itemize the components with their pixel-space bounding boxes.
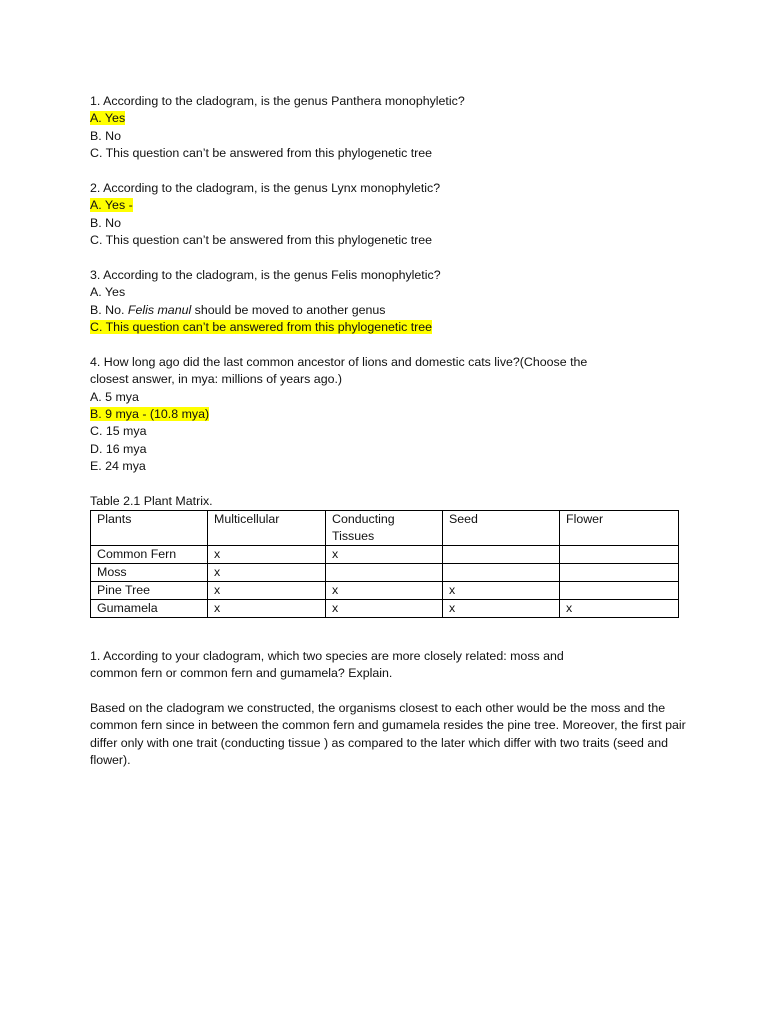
answer-option: E. 24 mya <box>90 459 146 474</box>
table-cell <box>560 546 679 564</box>
table-cell: x <box>208 600 326 618</box>
table-cell <box>443 546 560 564</box>
question-text: According to the cladogram, is the genus Panthera monophyletic? <box>103 94 465 108</box>
table-header: Flower <box>560 511 679 546</box>
answer-option-prefix: B. No. <box>90 302 128 317</box>
table-row <box>91 600 679 618</box>
table-cell: Moss <box>91 564 208 582</box>
answer-option-highlighted: B. 9 mya - (10.8 mya) <box>90 407 210 422</box>
answer-paragraph: Based on the cladogram we constructed, the organisms closest to each other would be the moss and the common fern since in between the common fern and gumamela resides the pine tree. Moreover, the first pair differ only with one trait (conducting tissue ) as compared to the later which differ with two traits (seed and flower). <box>90 700 686 768</box>
answer-option: D. 16 mya <box>90 441 147 456</box>
question-1 <box>90 93 690 163</box>
question-text: According to the cladogram, is the genus Lynx monophyletic? <box>103 180 441 195</box>
question-4 <box>90 354 690 476</box>
table-header: Seed <box>443 511 560 546</box>
answer-option: C. 15 mya <box>90 424 147 439</box>
question-number: 4. <box>90 354 101 369</box>
plant-matrix-table <box>90 510 679 618</box>
table-cell: x <box>208 564 326 582</box>
answer-option-suffix: should be moved to another genus <box>191 302 386 317</box>
question-text: 1. According to your cladogram, which two species are more closely related: moss and <box>90 648 564 663</box>
table-row <box>91 582 679 600</box>
question-4-stem <box>90 354 690 371</box>
question-text: How long ago did the last common ancestor of lions and domestic cats live?(Choose the <box>103 354 588 369</box>
species-name: Felis manul <box>127 302 192 317</box>
answer-option-highlighted: C. This question can’t be answered from this phylogenetic tree <box>90 320 433 335</box>
question-2-stem <box>90 180 690 197</box>
table-header: Plants <box>91 511 208 546</box>
answer-option: A. Yes <box>90 285 126 300</box>
table-cell: x <box>560 600 679 618</box>
answer-option: A. 5 mya <box>90 389 139 404</box>
answer-option: B. No <box>90 215 121 230</box>
table-header: Conducting Tissues <box>326 511 443 546</box>
table-cell <box>326 564 443 582</box>
question-3 <box>90 267 690 337</box>
question-number: 3. <box>90 267 101 282</box>
table-header: Multicellular <box>208 511 326 546</box>
answer-option: C. This question can’t be answered from this phylogenetic tree <box>90 146 433 161</box>
table-cell: x <box>326 582 443 600</box>
question-text-continued: closest answer, in mya: millions of years ago.) <box>90 372 343 387</box>
table-caption: Table 2.1 Plant Matrix. <box>90 493 213 508</box>
table-cell: Gumamela <box>91 600 208 618</box>
table-cell <box>560 582 679 600</box>
question-number: 2. <box>90 180 101 195</box>
question-text: According to the cladogram, is the genus Felis monophyletic? <box>103 267 441 282</box>
table-row <box>91 546 679 564</box>
table-row <box>91 564 679 582</box>
table-cell: x <box>208 582 326 600</box>
table-cell <box>443 564 560 582</box>
answer-option-highlighted: A. Yes - <box>90 198 133 213</box>
table-cell: Common Fern <box>91 546 208 564</box>
table-cell: x <box>208 546 326 564</box>
question-part2 <box>90 648 690 683</box>
answer-option <box>90 302 690 319</box>
question-1-stem <box>90 93 690 110</box>
table-cell: x <box>443 582 560 600</box>
table-cell: x <box>326 546 443 564</box>
document-page <box>90 93 690 770</box>
answer-option: B. No <box>90 128 121 143</box>
question-2 <box>90 180 690 250</box>
question-text-continued: common fern or common fern and gumamela? Explain. <box>90 666 393 681</box>
answer-option-highlighted: A. Yes <box>90 111 126 126</box>
table-cell: Pine Tree <box>91 582 208 600</box>
table-cell: x <box>443 600 560 618</box>
question-number: 1. <box>90 94 101 108</box>
table-cell <box>560 564 679 582</box>
table-cell: x <box>326 600 443 618</box>
answer-option: C. This question can’t be answered from this phylogenetic tree <box>90 233 433 248</box>
table-header-row <box>91 511 679 546</box>
question-3-stem <box>90 267 690 284</box>
